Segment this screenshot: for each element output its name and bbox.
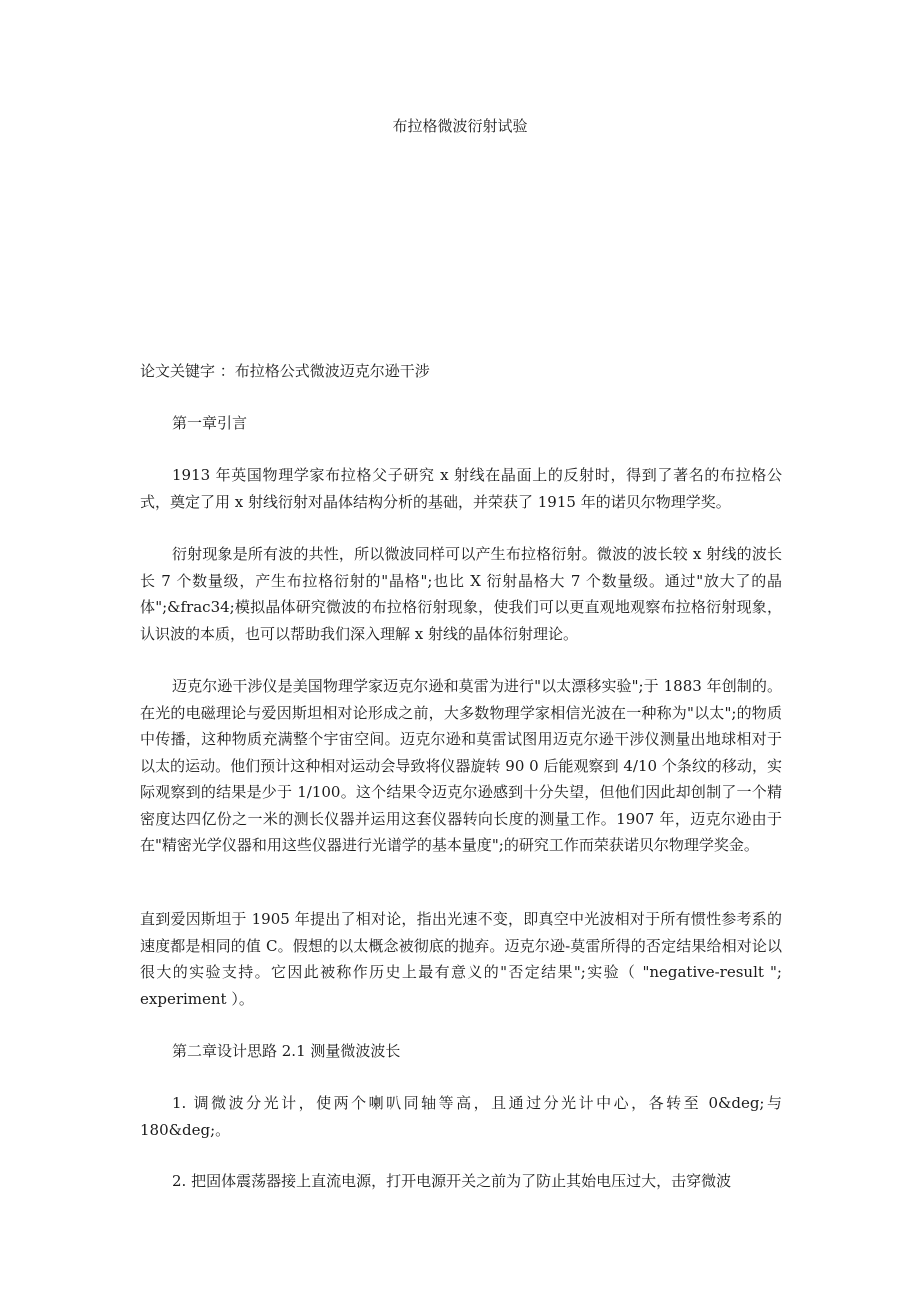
- paragraph-relativity: 直到爱因斯坦于 1905 年提出了相对论，指出光速不变，即真空中光波相对于所有惯性参考系的速度都是相同的值 C。假想的以太概念被彻底的抛弃。迈克尔逊-莫雷所得的否定结果给相对论以很大的实验支持。它因此被称作历史上最有意义的"否定结果";实验（ "negative-result "; experiment ）。: [140, 910, 782, 1008]
- paragraph-bragg-history: 1913 年英国物理学家布拉格父子研究 x 射线在晶面上的反射时，得到了著名的布拉格公式，奠定了用 x 射线衍射对晶体结构分析的基础，并荣获了 1915 年的诺贝尔物理学奖。: [140, 466, 782, 511]
- chapter-1-heading: 第一章引言: [172, 414, 248, 432]
- paragraph-microwave-diffraction: 衍射现象是所有波的共性，所以微波同样可以产生布拉格衍射。微波的波长较 x 射线的波长长 7 个数量级，产生布拉格衍射的"晶格";也比 X 衍射晶格大 7 个数量级。通过"放大了的晶体";&frac34;模拟晶体研究微波的布拉格衍射现象，使我们可以更直观地观察布拉格衍射现象，认识波的本质，也可以帮助我们深入理解 x 射线的晶体衍射理论。: [140, 545, 782, 643]
- keywords-line: 论文关键字 ：布拉格公式微波迈克尔逊干涉: [140, 362, 430, 380]
- paragraph-michelson-interferometer: 迈克尔逊干涉仪是美国物理学家迈克尔逊和莫雷为进行"以太漂移实验";于 1883 年创制的。在光的电磁理论与爱因斯坦相对论形成之前，大多数物理学家相信光波在一种称为"以太";的物质中传播，这种物质充满整个宇宙空间。迈克尔逊和莫雷试图用迈克尔逊干涉仪测量出地球相对于以太的运动。他们预计这种相对运动会导致将仪器旋转 90 0 后能观察到 4/10 个条纹的移动，实际观察到的结果是少于 1/100。这个结果令迈克尔逊感到十分失望，但他们因此却创制了一个精密度达四亿份之一米的测长仪器并运用这套仪器转向长度的测量工作。1907 年，迈克尔逊由于在"精密光学仪器和用这些仪器进行光谱学的基本量度";的研究工作而荣获诺贝尔物理学奖金。: [140, 677, 782, 854]
- document-title: 布拉格微波衍射试验: [392, 117, 528, 135]
- step-1: 1. 调微波分光计，使两个喇叭同轴等高，且通过分光计中心，各转至 0&deg;与 180&deg;。: [140, 1094, 782, 1139]
- step-2: 2. 把固体震荡器接上直流电源，打开电源开关之前为了防止其始电压过大，击穿微波: [172, 1172, 732, 1190]
- chapter-2-heading: 第二章设计思路 2.1 测量微波波长: [172, 1042, 401, 1060]
